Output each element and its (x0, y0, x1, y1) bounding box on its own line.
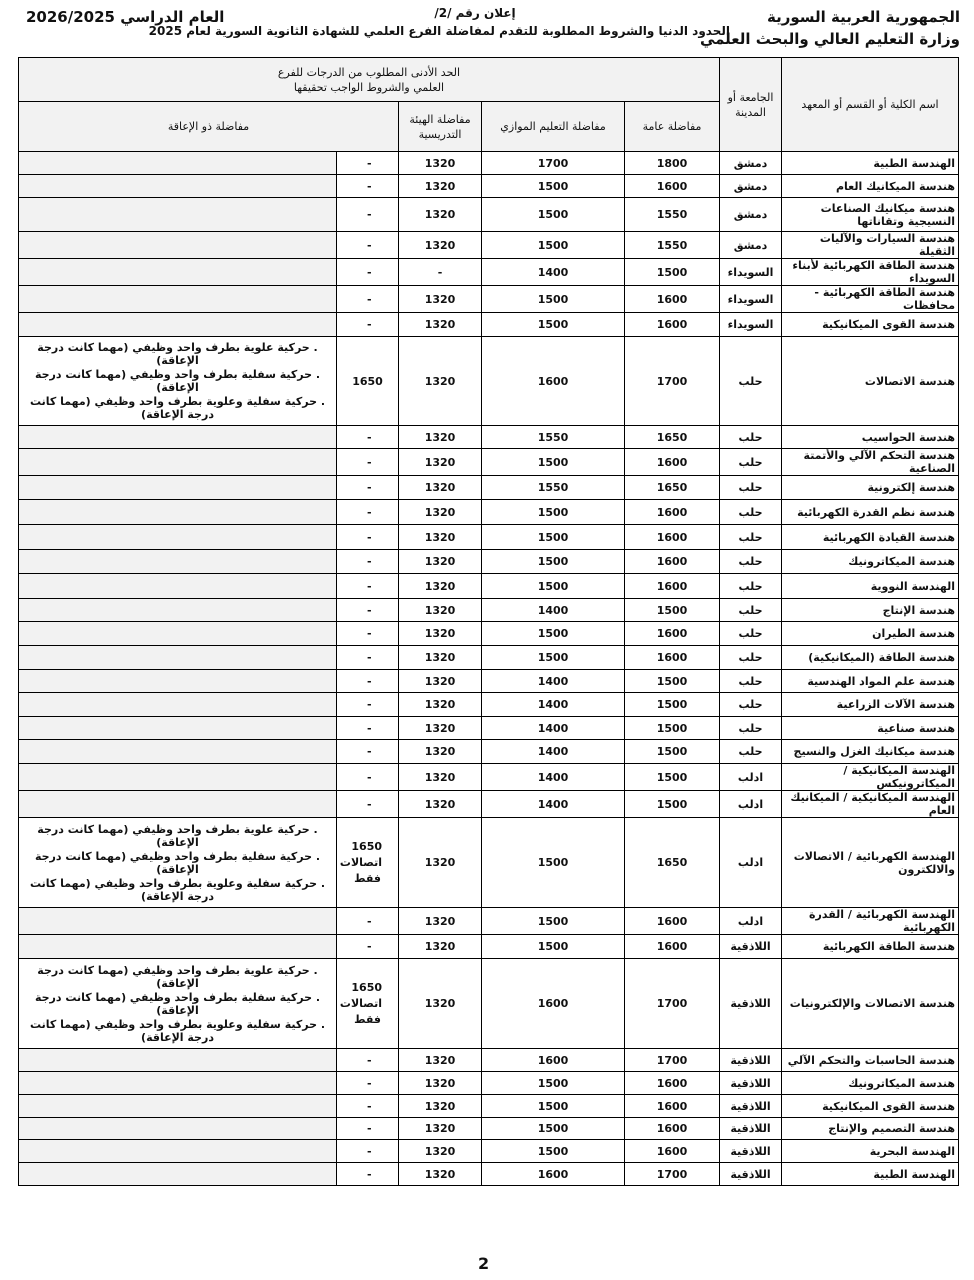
disability-conditions-empty (19, 550, 337, 574)
row-disability-score: - (337, 449, 399, 476)
row-disability-score: - (337, 670, 399, 693)
row-disability-score: - (337, 622, 399, 646)
table-row (19, 550, 959, 574)
row-staff-score: 1320 (399, 764, 482, 791)
row-name: هندسة الطاقة (الميكانيكية) (782, 646, 959, 670)
condition-item: . حركية سفلية بطرف واحد وظيفي (مهما كانت درجة الإعاقة) (34, 990, 321, 1017)
col-header-name: اسم الكلية أو القسم أو المعهد (782, 58, 959, 152)
row-parallel-score: 1500 (482, 818, 625, 908)
admission-table (18, 57, 959, 1186)
row-general-score: 1500 (625, 764, 720, 791)
row-general-score: 1600 (625, 313, 720, 337)
row-name: هندسة الاتصالات والإلكترونيات (782, 959, 959, 1049)
row-general-score: 1550 (625, 198, 720, 232)
row-city: اللاذقية (720, 1095, 782, 1118)
row-disability-score: - (337, 286, 399, 313)
row-disability-score: - (337, 476, 399, 500)
disability-conditions-empty (19, 476, 337, 500)
table-row (19, 1072, 959, 1095)
row-disability-score: - (337, 740, 399, 764)
row-parallel-score: 1600 (482, 959, 625, 1049)
row-disability-score: - (337, 525, 399, 550)
disability-conditions-empty (19, 791, 337, 818)
announcement-number: إعلان رقم /2/ (434, 6, 516, 20)
row-staff-score: 1320 (399, 449, 482, 476)
table-row (19, 908, 959, 935)
condition-item: . حركية سفلية بطرف واحد وظيفي (مهما كانت درجة الإعاقة) (34, 849, 321, 876)
row-disability-score: 1650 اتصالات فقط (337, 818, 399, 908)
row-general-score: 1500 (625, 740, 720, 764)
disability-conditions-empty (19, 1140, 337, 1163)
row-staff-score: 1320 (399, 175, 482, 198)
row-staff-score: 1320 (399, 646, 482, 670)
row-staff-score: 1320 (399, 740, 482, 764)
country-name: الجمهورية العربية السورية (767, 8, 960, 26)
row-disability-score: - (337, 232, 399, 259)
row-name: الهندسة الطبية (782, 1163, 959, 1186)
row-city: اللاذقية (720, 1118, 782, 1140)
row-parallel-score: 1500 (482, 646, 625, 670)
row-general-score: 1600 (625, 175, 720, 198)
row-city: دمشق (720, 152, 782, 175)
table-row (19, 525, 959, 550)
disability-conditions-empty (19, 259, 337, 286)
table-row (19, 500, 959, 525)
row-disability-score: - (337, 599, 399, 622)
disability-conditions-empty (19, 646, 337, 670)
row-name: هندسة الميكانيك العام (782, 175, 959, 198)
disability-conditions-empty (19, 175, 337, 198)
row-disability-score: - (337, 550, 399, 574)
row-disability-score: - (337, 693, 399, 717)
row-general-score: 1500 (625, 791, 720, 818)
row-name: هندسة الاتصالات (782, 337, 959, 426)
table-row (19, 1163, 959, 1186)
disability-conditions (19, 337, 337, 426)
table-row (19, 1049, 959, 1072)
row-city: السويداء (720, 259, 782, 286)
condition-item: . حركية علوية بطرف واحد وظيفي (مهما كانت درجة الإعاقة) (37, 341, 318, 367)
row-general-score: 1500 (625, 599, 720, 622)
col-header-group: الحد الأدنى المطلوب من الدرجات للفرع العلمي والشروط الواجب تحقيقها (19, 58, 720, 102)
disability-conditions-empty (19, 313, 337, 337)
row-city: حلب (720, 740, 782, 764)
row-parallel-score: 1500 (482, 574, 625, 599)
row-disability-score: - (337, 426, 399, 449)
row-city: اللاذقية (720, 1049, 782, 1072)
row-name: هندسة القوى الميكانيكية (782, 313, 959, 337)
col-header-city: الجامعة أو المدينة (720, 58, 782, 152)
row-disability-score: - (337, 1118, 399, 1140)
row-disability-score: - (337, 646, 399, 670)
row-general-score: 1500 (625, 259, 720, 286)
row-parallel-score: 1500 (482, 1072, 625, 1095)
row-parallel-score: 1500 (482, 313, 625, 337)
table-row (19, 646, 959, 670)
table-row (19, 259, 959, 286)
disability-conditions-empty (19, 599, 337, 622)
row-staff-score: 1320 (399, 935, 482, 959)
row-name: هندسة الطاقة الكهربائية - محافظات (782, 286, 959, 313)
row-parallel-score: 1500 (482, 500, 625, 525)
row-city: حلب (720, 426, 782, 449)
table-row (19, 740, 959, 764)
row-name: هندسة السيارات والآليات الثقيلة (782, 232, 959, 259)
condition-item: . حركية علوية بطرف واحد وظيفي (مهما كانت درجة الإعاقة) (37, 963, 318, 990)
row-disability-score: - (337, 198, 399, 232)
disability-conditions-empty (19, 574, 337, 599)
row-staff-score: 1320 (399, 622, 482, 646)
row-general-score: 1600 (625, 1140, 720, 1163)
row-disability-score: - (337, 1140, 399, 1163)
row-disability-score: - (337, 717, 399, 740)
col-header-general: مفاضلة عامة (625, 102, 720, 152)
row-general-score: 1600 (625, 550, 720, 574)
row-disability-score: - (337, 935, 399, 959)
disability-conditions-empty (19, 500, 337, 525)
row-name: هندسة علم المواد الهندسية (782, 670, 959, 693)
row-disability-score: 1650 (337, 337, 399, 426)
row-staff-score: 1320 (399, 1072, 482, 1095)
disability-conditions-empty (19, 449, 337, 476)
row-parallel-score: 1500 (482, 449, 625, 476)
row-name: هندسة الحاسبات والتحكم الآلي (782, 1049, 959, 1072)
row-parallel-score: 1500 (482, 286, 625, 313)
disability-conditions-empty (19, 693, 337, 717)
row-city: حلب (720, 717, 782, 740)
row-disability-score: - (337, 1095, 399, 1118)
row-city: حلب (720, 525, 782, 550)
row-name: الهندسة الميكانيكية / الميكاترونيكس (782, 764, 959, 791)
row-name: هندسة التحكم الآلي والأتمتة الصناعية (782, 449, 959, 476)
disability-conditions-empty (19, 525, 337, 550)
row-staff-score: 1320 (399, 286, 482, 313)
row-city: السويداء (720, 286, 782, 313)
row-staff-score: 1320 (399, 908, 482, 935)
row-name: الهندسة الميكانيكية / الميكانيك العام (782, 791, 959, 818)
table-row (19, 1118, 959, 1140)
row-city: حلب (720, 337, 782, 426)
row-name: هندسة ميكانيك الصناعات النسيجية وتقاناتها (782, 198, 959, 232)
table-row (19, 1095, 959, 1118)
row-general-score: 1500 (625, 693, 720, 717)
row-city: حلب (720, 476, 782, 500)
row-general-score: 1600 (625, 1072, 720, 1095)
table-row (19, 152, 959, 175)
row-city: ادلب (720, 818, 782, 908)
row-name: الهندسة الكهربائية / القدرة الكهربائية (782, 908, 959, 935)
row-parallel-score: 1600 (482, 1163, 625, 1186)
row-city: حلب (720, 550, 782, 574)
table-row (19, 198, 959, 232)
row-parallel-score: 1500 (482, 550, 625, 574)
row-staff-score: 1320 (399, 574, 482, 599)
row-general-score: 1550 (625, 232, 720, 259)
row-name: الهندسة الكهربائية / الاتصالات والالكترون (782, 818, 959, 908)
row-city: اللاذقية (720, 1072, 782, 1095)
row-name: هندسة الميكاترونيك (782, 1072, 959, 1095)
row-parallel-score: 1400 (482, 599, 625, 622)
row-city: اللاذقية (720, 1140, 782, 1163)
disability-conditions-empty (19, 717, 337, 740)
disability-conditions-empty (19, 1095, 337, 1118)
row-city: ادلب (720, 791, 782, 818)
condition-item: . حركية سفلية بطرف واحد وظيفي (مهما كانت درجة الإعاقة) (34, 368, 321, 394)
row-staff-score: 1320 (399, 599, 482, 622)
row-city: حلب (720, 500, 782, 525)
disability-conditions-empty (19, 426, 337, 449)
disability-conditions-empty (19, 670, 337, 693)
col-header-staff: مفاضلة الهيئة التدريسية (399, 102, 482, 152)
disability-conditions-empty (19, 908, 337, 935)
table-row (19, 1140, 959, 1163)
table-row (19, 286, 959, 313)
col-header-disability: مفاضلة ذو الإعاقة (19, 102, 399, 152)
table-body (19, 152, 959, 1186)
row-parallel-score: 1400 (482, 764, 625, 791)
row-parallel-score: 1500 (482, 198, 625, 232)
row-disability-score: - (337, 764, 399, 791)
row-general-score: 1500 (625, 670, 720, 693)
row-name: هندسة الطاقة الكهربائية (782, 935, 959, 959)
disability-conditions-empty (19, 232, 337, 259)
condition-item: . حركية سفلية وعلوية بطرف واحد وظيفي (مهما كانت درجة الإعاقة) (29, 876, 326, 903)
row-parallel-score: 1500 (482, 908, 625, 935)
disability-conditions-empty (19, 935, 337, 959)
academic-year: العام الدراسي 2026/2025 (26, 8, 225, 26)
row-staff-score: 1320 (399, 313, 482, 337)
row-name: هندسة القيادة الكهربائية (782, 525, 959, 550)
row-general-score: 1800 (625, 152, 720, 175)
row-disability-score: - (337, 574, 399, 599)
row-city: اللاذقية (720, 935, 782, 959)
row-parallel-score: 1400 (482, 670, 625, 693)
row-staff-score: 1320 (399, 476, 482, 500)
row-name: هندسة القوى الميكانيكية (782, 1095, 959, 1118)
row-name: هندسة الإنتاج (782, 599, 959, 622)
table-row (19, 232, 959, 259)
row-parallel-score: 1550 (482, 476, 625, 500)
row-staff-score: 1320 (399, 550, 482, 574)
row-city: حلب (720, 670, 782, 693)
row-name: هندسة صناعية (782, 717, 959, 740)
row-city: حلب (720, 622, 782, 646)
row-staff-score: 1320 (399, 791, 482, 818)
row-disability-score: - (337, 313, 399, 337)
col-header-parallel: مفاضلة التعليم الموازي (482, 102, 625, 152)
row-parallel-score: 1500 (482, 622, 625, 646)
row-staff-score: 1320 (399, 1140, 482, 1163)
row-staff-score: 1320 (399, 152, 482, 175)
condition-item: . حركية سفلية وعلوية بطرف واحد وظيفي (مهما كانت درجة الإعاقة) (29, 395, 326, 421)
row-parallel-score: 1500 (482, 232, 625, 259)
row-parallel-score: 1600 (482, 1049, 625, 1072)
row-general-score: 1600 (625, 500, 720, 525)
row-parallel-score: 1500 (482, 1118, 625, 1140)
row-name: هندسة التصميم والإنتاج (782, 1118, 959, 1140)
row-staff-score: 1320 (399, 670, 482, 693)
row-general-score: 1700 (625, 1049, 720, 1072)
row-name: هندسة نظم القدرة الكهربائية (782, 500, 959, 525)
table-row (19, 818, 959, 908)
row-name: هندسة إلكترونية (782, 476, 959, 500)
row-disability-score: - (337, 500, 399, 525)
table-row (19, 574, 959, 599)
row-general-score: 1600 (625, 622, 720, 646)
row-city: ادلب (720, 764, 782, 791)
row-city: دمشق (720, 232, 782, 259)
row-name: هندسة الحواسيب (782, 426, 959, 449)
table-row (19, 959, 959, 1049)
row-parallel-score: 1600 (482, 337, 625, 426)
row-staff-score: 1320 (399, 717, 482, 740)
row-general-score: 1500 (625, 717, 720, 740)
row-city: حلب (720, 599, 782, 622)
ministry-name: وزارة التعليم العالي والبحث العلمي (699, 30, 960, 48)
row-parallel-score: 1500 (482, 525, 625, 550)
row-staff-score: 1320 (399, 693, 482, 717)
row-city: السويداء (720, 313, 782, 337)
disability-conditions (19, 818, 337, 908)
row-general-score: 1600 (625, 449, 720, 476)
row-general-score: 1650 (625, 818, 720, 908)
row-staff-score: 1320 (399, 1163, 482, 1186)
disability-conditions-empty (19, 740, 337, 764)
disability-conditions (19, 959, 337, 1049)
row-disability-score: - (337, 152, 399, 175)
row-name: الهندسة البحرية (782, 1140, 959, 1163)
row-parallel-score: 1500 (482, 1095, 625, 1118)
row-staff-score: 1320 (399, 525, 482, 550)
page-number: 2 (478, 1254, 490, 1273)
row-disability-score: 1650 اتصالات فقط (337, 959, 399, 1049)
table-row (19, 764, 959, 791)
row-staff-score: 1320 (399, 1095, 482, 1118)
table-row (19, 476, 959, 500)
row-city: دمشق (720, 175, 782, 198)
disability-conditions-empty (19, 622, 337, 646)
disability-conditions-empty (19, 1072, 337, 1095)
row-general-score: 1650 (625, 476, 720, 500)
table-row (19, 426, 959, 449)
row-city: حلب (720, 449, 782, 476)
row-general-score: 1600 (625, 574, 720, 599)
table-row (19, 337, 959, 426)
row-staff-score: 1320 (399, 818, 482, 908)
row-parallel-score: 1400 (482, 791, 625, 818)
row-disability-score: - (337, 175, 399, 198)
row-disability-score: - (337, 1163, 399, 1186)
row-staff-score: 1320 (399, 232, 482, 259)
row-name: هندسة ميكانيك الغزل والنسيج (782, 740, 959, 764)
row-general-score: 1600 (625, 525, 720, 550)
row-staff-score: 1320 (399, 1049, 482, 1072)
condition-item: . حركية سفلية وعلوية بطرف واحد وظيفي (مهما كانت درجة الإعاقة) (29, 1017, 326, 1044)
table-row (19, 717, 959, 740)
row-staff-score: 1320 (399, 500, 482, 525)
row-staff-score: 1320 (399, 337, 482, 426)
row-staff-score: 1320 (399, 198, 482, 232)
table-row (19, 670, 959, 693)
row-parallel-score: 1500 (482, 175, 625, 198)
row-general-score: 1600 (625, 908, 720, 935)
table-row (19, 935, 959, 959)
row-disability-score: - (337, 1049, 399, 1072)
row-staff-score: 1320 (399, 959, 482, 1049)
disability-conditions-empty (19, 152, 337, 175)
row-parallel-score: 1500 (482, 935, 625, 959)
disability-conditions-empty (19, 286, 337, 313)
row-general-score: 1700 (625, 1163, 720, 1186)
row-general-score: 1700 (625, 337, 720, 426)
row-staff-score: - (399, 259, 482, 286)
table-row (19, 622, 959, 646)
row-disability-score: - (337, 908, 399, 935)
table-row (19, 693, 959, 717)
row-parallel-score: 1700 (482, 152, 625, 175)
row-general-score: 1600 (625, 935, 720, 959)
disability-conditions-empty (19, 1118, 337, 1140)
row-parallel-score: 1400 (482, 717, 625, 740)
row-general-score: 1600 (625, 1118, 720, 1140)
row-disability-score: - (337, 791, 399, 818)
row-name: هندسة الميكاترونيك (782, 550, 959, 574)
row-parallel-score: 1550 (482, 426, 625, 449)
table-row (19, 791, 959, 818)
row-city: ادلب (720, 908, 782, 935)
disability-conditions-empty (19, 1049, 337, 1072)
row-city: دمشق (720, 198, 782, 232)
row-name: هندسة الآلات الزراعية (782, 693, 959, 717)
disability-conditions-empty (19, 764, 337, 791)
row-disability-score: - (337, 1072, 399, 1095)
row-parallel-score: 1400 (482, 740, 625, 764)
row-general-score: 1650 (625, 426, 720, 449)
disability-conditions-empty (19, 198, 337, 232)
row-parallel-score: 1400 (482, 693, 625, 717)
row-general-score: 1600 (625, 646, 720, 670)
table-row (19, 449, 959, 476)
table-row (19, 599, 959, 622)
document-subtitle: الحدود الدنيا والشروط المطلوبة للتقدم لمفاضلة الفرع العلمي للشهادة الثانوية السورية لعام 2025 (148, 24, 730, 38)
row-city: اللاذقية (720, 959, 782, 1049)
row-general-score: 1700 (625, 959, 720, 1049)
row-parallel-score: 1400 (482, 259, 625, 286)
row-disability-score: - (337, 259, 399, 286)
row-general-score: 1600 (625, 286, 720, 313)
row-general-score: 1600 (625, 1095, 720, 1118)
row-parallel-score: 1500 (482, 1140, 625, 1163)
row-staff-score: 1320 (399, 426, 482, 449)
condition-item: . حركية علوية بطرف واحد وظيفي (مهما كانت درجة الإعاقة) (37, 822, 318, 849)
table-row (19, 313, 959, 337)
row-city: حلب (720, 574, 782, 599)
row-city: حلب (720, 646, 782, 670)
row-staff-score: 1320 (399, 1118, 482, 1140)
table-row (19, 175, 959, 198)
row-name: الهندسة الطبية (782, 152, 959, 175)
row-name: هندسة الطاقة الكهربائية لأبناء السويداء (782, 259, 959, 286)
row-name: الهندسة النووية (782, 574, 959, 599)
disability-conditions-empty (19, 1163, 337, 1186)
row-name: هندسة الطيران (782, 622, 959, 646)
row-city: اللاذقية (720, 1163, 782, 1186)
row-city: حلب (720, 693, 782, 717)
